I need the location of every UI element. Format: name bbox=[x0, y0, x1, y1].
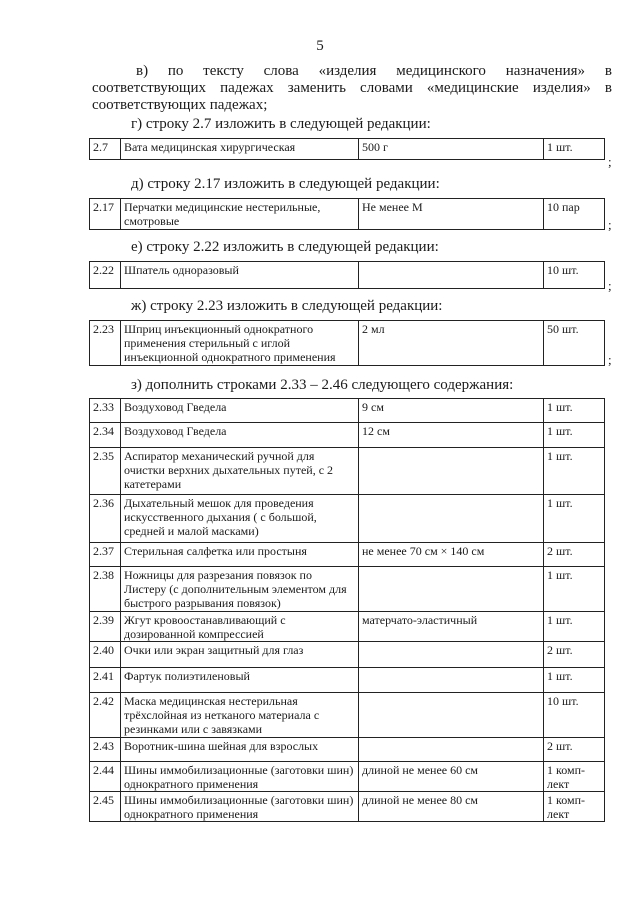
word: «изделия bbox=[318, 63, 377, 79]
paragraph-g: г) строку 2.7 изложить в следующей редакции: bbox=[131, 116, 431, 132]
cell-number: 2.33 bbox=[90, 399, 121, 423]
word: по bbox=[167, 63, 184, 79]
cell-number: 2.35 bbox=[90, 448, 121, 495]
cell-quantity: 10 пар bbox=[544, 199, 605, 230]
cell-quantity: 2 шт. bbox=[544, 738, 605, 762]
cell-name: Аспиратор механический ручной для очистки верхних дыхательных путей, с 2 катетерами bbox=[121, 448, 359, 495]
table-row bbox=[90, 738, 605, 762]
table-rows-2-33-2-46 bbox=[89, 398, 605, 822]
cell-number: 2.22 bbox=[90, 262, 121, 289]
cell-spec bbox=[359, 262, 544, 289]
cell-spec: 9 см bbox=[359, 399, 544, 423]
paragraph-v-line-2 bbox=[92, 80, 612, 97]
cell-number: 2.41 bbox=[90, 668, 121, 693]
paragraph-z: з) дополнить строками 2.33 – 2.46 следующего содержания: bbox=[131, 377, 514, 393]
cell-name: Дыхательный мешок для проведения искусственного дыхания ( с большой, средней и малой масками) bbox=[121, 495, 359, 543]
cell-quantity: 2 шт. bbox=[544, 543, 605, 567]
semicolon: ; bbox=[608, 278, 612, 293]
table-row bbox=[90, 668, 605, 693]
word: назначения» bbox=[505, 63, 586, 79]
cell-quantity: 1 шт. bbox=[544, 399, 605, 423]
cell-name: Шины иммобилизационные (заготовки шин) однократного применения bbox=[121, 792, 359, 822]
cell-number: 2.45 bbox=[90, 792, 121, 822]
cell-name: Шпатель одноразовый bbox=[121, 262, 359, 289]
cell-spec: 500 г bbox=[359, 139, 544, 160]
semicolon: ; bbox=[608, 154, 612, 169]
semicolon: ; bbox=[608, 352, 612, 367]
cell-name: Очки или экран защитный для глаз bbox=[121, 642, 359, 668]
cell-quantity: 50 шт. bbox=[544, 321, 605, 366]
cell-spec: длиной не менее 80 см bbox=[359, 792, 544, 822]
table-row bbox=[90, 762, 605, 792]
cell-name: Воротник-шина шейная для взрослых bbox=[121, 738, 359, 762]
table-row-2-7 bbox=[89, 138, 605, 160]
cell-spec bbox=[359, 693, 544, 738]
word: тексту bbox=[203, 63, 244, 79]
cell-name: Жгут кровоостанавливающий с дозированной компрессией bbox=[121, 612, 359, 642]
paragraph-v-line-3: соответствующих падежах; bbox=[92, 97, 268, 113]
cell-spec bbox=[359, 642, 544, 668]
table-row bbox=[90, 423, 605, 448]
cell-quantity: 1 комп-лект bbox=[544, 792, 605, 822]
table-row bbox=[90, 262, 605, 289]
cell-name: Шины иммобилизационные (заготовки шин) однократного применения bbox=[121, 762, 359, 792]
cell-quantity: 10 шт. bbox=[544, 262, 605, 289]
cell-quantity: 1 комп-лект bbox=[544, 762, 605, 792]
word: словами bbox=[360, 80, 413, 96]
cell-number: 2.23 bbox=[90, 321, 121, 366]
paragraph-v bbox=[92, 63, 612, 114]
cell-name: Перчатки медицинские нестерильные, смотровые bbox=[121, 199, 359, 230]
cell-name: Воздуховод Гведела bbox=[121, 399, 359, 423]
word: слова bbox=[263, 63, 299, 79]
table-row bbox=[90, 139, 605, 160]
word: соответствующих bbox=[92, 80, 206, 96]
cell-number: 2.40 bbox=[90, 642, 121, 668]
cell-spec bbox=[359, 567, 544, 612]
cell-quantity: 1 шт. bbox=[544, 139, 605, 160]
cell-number: 2.43 bbox=[90, 738, 121, 762]
word: в bbox=[604, 63, 612, 79]
word: заменить bbox=[287, 80, 346, 96]
cell-spec bbox=[359, 495, 544, 543]
cell-spec bbox=[359, 448, 544, 495]
table-row-2-17 bbox=[89, 198, 605, 230]
table-row bbox=[90, 567, 605, 612]
cell-quantity: 1 шт. bbox=[544, 495, 605, 543]
cell-name: Вата медицинская хирургическая bbox=[121, 139, 359, 160]
cell-spec: матерчато-эластичный bbox=[359, 612, 544, 642]
cell-quantity: 1 шт. bbox=[544, 668, 605, 693]
word: медицинского bbox=[396, 63, 486, 79]
table-row bbox=[90, 642, 605, 668]
cell-number: 2.36 bbox=[90, 495, 121, 543]
cell-quantity: 1 шт. bbox=[544, 448, 605, 495]
cell-name: Фартук полиэтиленовый bbox=[121, 668, 359, 693]
cell-name: Шприц инъекционный однократного применения стерильный с иглой инъекционной однократного применения bbox=[121, 321, 359, 366]
cell-number: 2.17 bbox=[90, 199, 121, 230]
table-row bbox=[90, 495, 605, 543]
paragraph-e: е) строку 2.22 изложить в следующей редакции: bbox=[131, 239, 439, 255]
table-row-2-22 bbox=[89, 261, 605, 289]
cell-spec bbox=[359, 668, 544, 693]
cell-quantity: 1 шт. bbox=[544, 423, 605, 448]
cell-quantity: 2 шт. bbox=[544, 642, 605, 668]
word: падежах bbox=[220, 80, 274, 96]
cell-spec: не менее 70 см × 140 см bbox=[359, 543, 544, 567]
cell-spec: 2 мл bbox=[359, 321, 544, 366]
table-row-2-23 bbox=[89, 320, 605, 366]
cell-name: Маска медицинская нестерильная трёхслойная из нетканого материала с резинками или с завязками bbox=[121, 693, 359, 738]
cell-number: 2.44 bbox=[90, 762, 121, 792]
cell-quantity: 1 шт. bbox=[544, 567, 605, 612]
paragraph-zh: ж) строку 2.23 изложить в следующей редакции: bbox=[131, 298, 443, 314]
cell-name: Ножницы для разрезания повязок по Листеру (с дополнительным элементом для быстрого разрывания повязок) bbox=[121, 567, 359, 612]
cell-spec bbox=[359, 738, 544, 762]
cell-number: 2.37 bbox=[90, 543, 121, 567]
table-row bbox=[90, 399, 605, 423]
semicolon: ; bbox=[608, 217, 612, 232]
cell-spec: длиной не менее 60 см bbox=[359, 762, 544, 792]
table-row bbox=[90, 543, 605, 567]
cell-spec: 12 см bbox=[359, 423, 544, 448]
table-row bbox=[90, 448, 605, 495]
word: «медицинские bbox=[426, 80, 519, 96]
cell-quantity: 1 шт. bbox=[544, 612, 605, 642]
cell-spec: Не менее M bbox=[359, 199, 544, 230]
cell-number: 2.39 bbox=[90, 612, 121, 642]
word: изделия» bbox=[532, 80, 591, 96]
paragraph-d: д) строку 2.17 изложить в следующей редакции: bbox=[131, 176, 440, 192]
table-row bbox=[90, 693, 605, 738]
page-number: 5 bbox=[316, 38, 324, 54]
cell-number: 2.7 bbox=[90, 139, 121, 160]
table-row bbox=[90, 321, 605, 366]
table-row bbox=[90, 199, 605, 230]
word: в) bbox=[136, 63, 149, 79]
cell-number: 2.38 bbox=[90, 567, 121, 612]
cell-name: Стерильная салфетка или простыня bbox=[121, 543, 359, 567]
cell-number: 2.34 bbox=[90, 423, 121, 448]
table-row bbox=[90, 612, 605, 642]
cell-name: Воздуховод Гведела bbox=[121, 423, 359, 448]
cell-number: 2.42 bbox=[90, 693, 121, 738]
word: в bbox=[604, 80, 612, 96]
paragraph-v-line-1 bbox=[92, 63, 612, 80]
cell-quantity: 10 шт. bbox=[544, 693, 605, 738]
table-row bbox=[90, 792, 605, 822]
